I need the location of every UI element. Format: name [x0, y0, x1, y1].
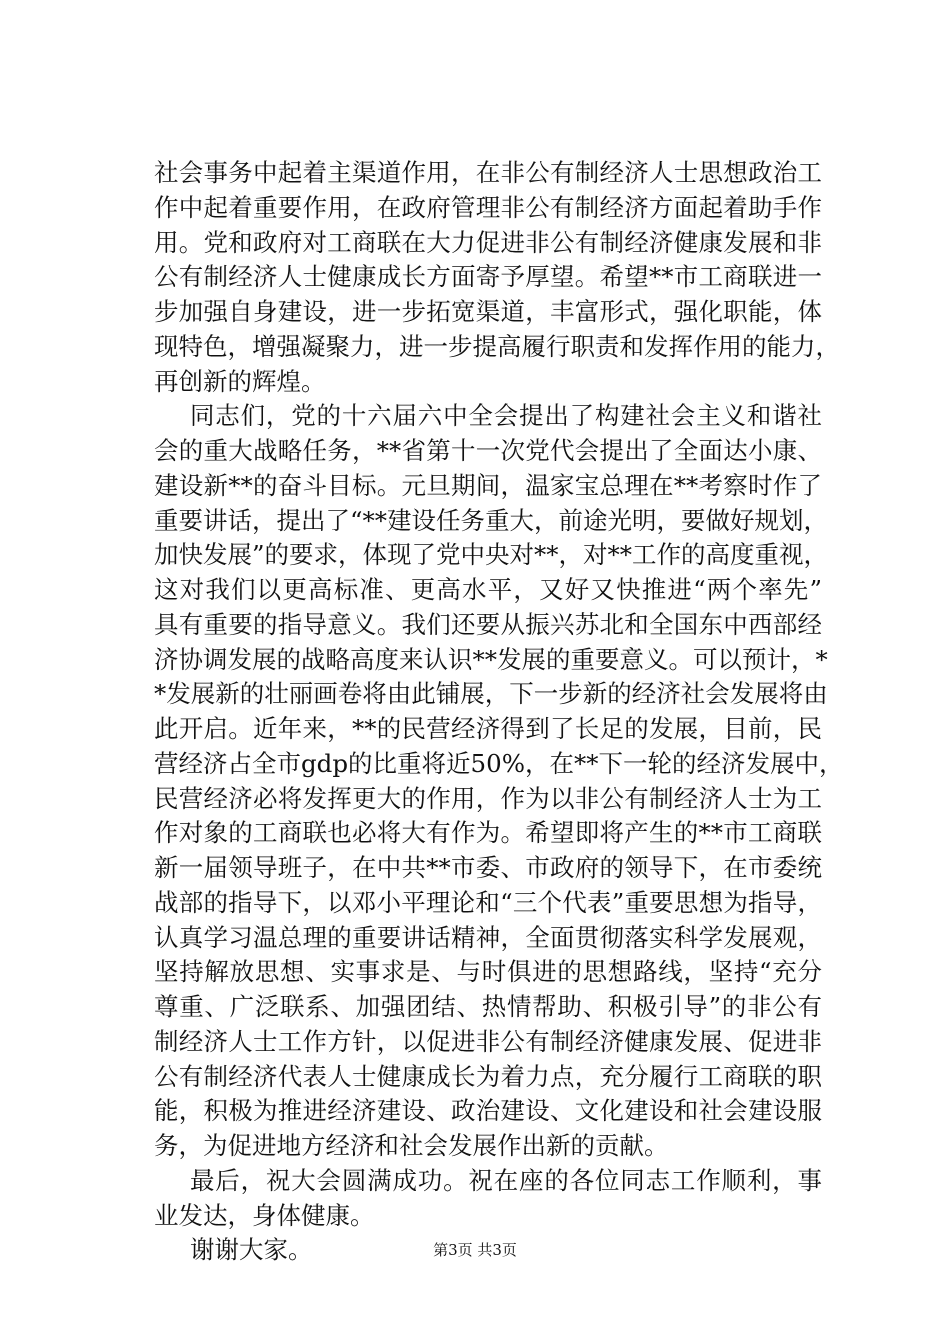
text-line: 此开启。近年来，**的民营经济得到了长足的发展，目前，民	[154, 714, 822, 743]
text-line: 现特色，增强凝聚力，进一步提高履行职责和发挥作用的能力，	[154, 331, 840, 361]
text-line: 济协调发展的战略高度来认识**发展的重要意义。可以预计，*	[154, 644, 828, 674]
text-line: 加快发展”的要求，体现了党中央对**，对**工作的高度重视，	[154, 540, 829, 570]
text-line: 营经济占全市gdp的比重将近50%，在**下一轮的经济发展中，	[154, 748, 844, 778]
text-line: 具有重要的指导意义。我们还要从振兴苏北和全国东中西部经	[154, 609, 822, 639]
text-line: *发展新的壮丽画卷将由此铺展，下一步新的经济社会发展将由	[154, 679, 828, 709]
text-line: 新一届领导班子，在中共**市委、市政府的领导下，在市委统	[154, 853, 822, 882]
text-line: 务，为促进地方经济和社会发展作出新的贡献。	[154, 1131, 669, 1160]
text-line: 作中起着重要作用，在政府管理非公有制经济方面起着助手作	[154, 192, 822, 222]
text-line: 社会事务中起着主渠道作用，在非公有制经济人士思想政治工	[154, 158, 822, 187]
text-line: 步加强自身建设，进一步拓宽渠道，丰富形式，强化职能，体	[154, 297, 822, 326]
text-line: 会的重大战略任务，**省第十一次党代会提出了全面达小康、	[154, 436, 822, 465]
text-line: 这对我们以更高标准、更高水平，又好又快推进“两个率先”	[154, 575, 822, 604]
text-line: 再创新的辉煌。	[154, 366, 326, 396]
text-line: 最后，祝大会圆满成功。祝在座的各位同志工作顺利，事	[190, 1165, 822, 1195]
text-line: 谢谢大家。	[190, 1235, 313, 1265]
text-line: 公有制经济人士健康成长方面寄予厚望。希望**市工商联进一	[154, 262, 822, 292]
text-line: 业发达，身体健康。	[154, 1200, 375, 1230]
text-line: 用。党和政府对工商联在大力促进非公有制经济健康发展和非	[154, 227, 822, 257]
text-line: 作对象的工商联也必将大有作为。希望即将产生的**市工商联	[154, 818, 822, 848]
text-line: 制经济人士工作方针，以促进非公有制经济健康发展、促进非	[154, 1026, 822, 1056]
text-line: 重要讲话，提出了“**建设任务重大，前途光明，要做好规划，	[154, 505, 829, 535]
text-line: 能，积极为推进经济建设、政治建设、文化建设和社会建设服	[154, 1096, 822, 1126]
text-line: 民营经济必将发挥更大的作用，作为以非公有制经济人士为工	[154, 783, 822, 813]
text-line: 战部的指导下，以邓小平理论和“三个代表”重要思想为指导，	[154, 887, 822, 917]
page-footer: 第3页 共3页	[433, 1241, 517, 1259]
text-line: 建设新**的奋斗目标。元旦期间，温家宝总理在**考察时作了	[154, 470, 822, 500]
text-line: 认真学习温总理的重要讲话精神，全面贯彻落实科学发展观，	[154, 922, 822, 952]
text-line: 公有制经济代表人士健康成长为着力点，充分履行工商联的职	[154, 1061, 822, 1091]
text-line: 同志们，党的十六届六中全会提出了构建社会主义和谐社	[190, 401, 822, 431]
body-text	[154, 156, 844, 1268]
text-line: 坚持解放思想、实事求是、与时俱进的思想路线，坚持“充分	[154, 957, 822, 987]
text-line: 尊重、广泛联系、加强团结、热情帮助、积极引导”的非公有	[154, 992, 822, 1021]
